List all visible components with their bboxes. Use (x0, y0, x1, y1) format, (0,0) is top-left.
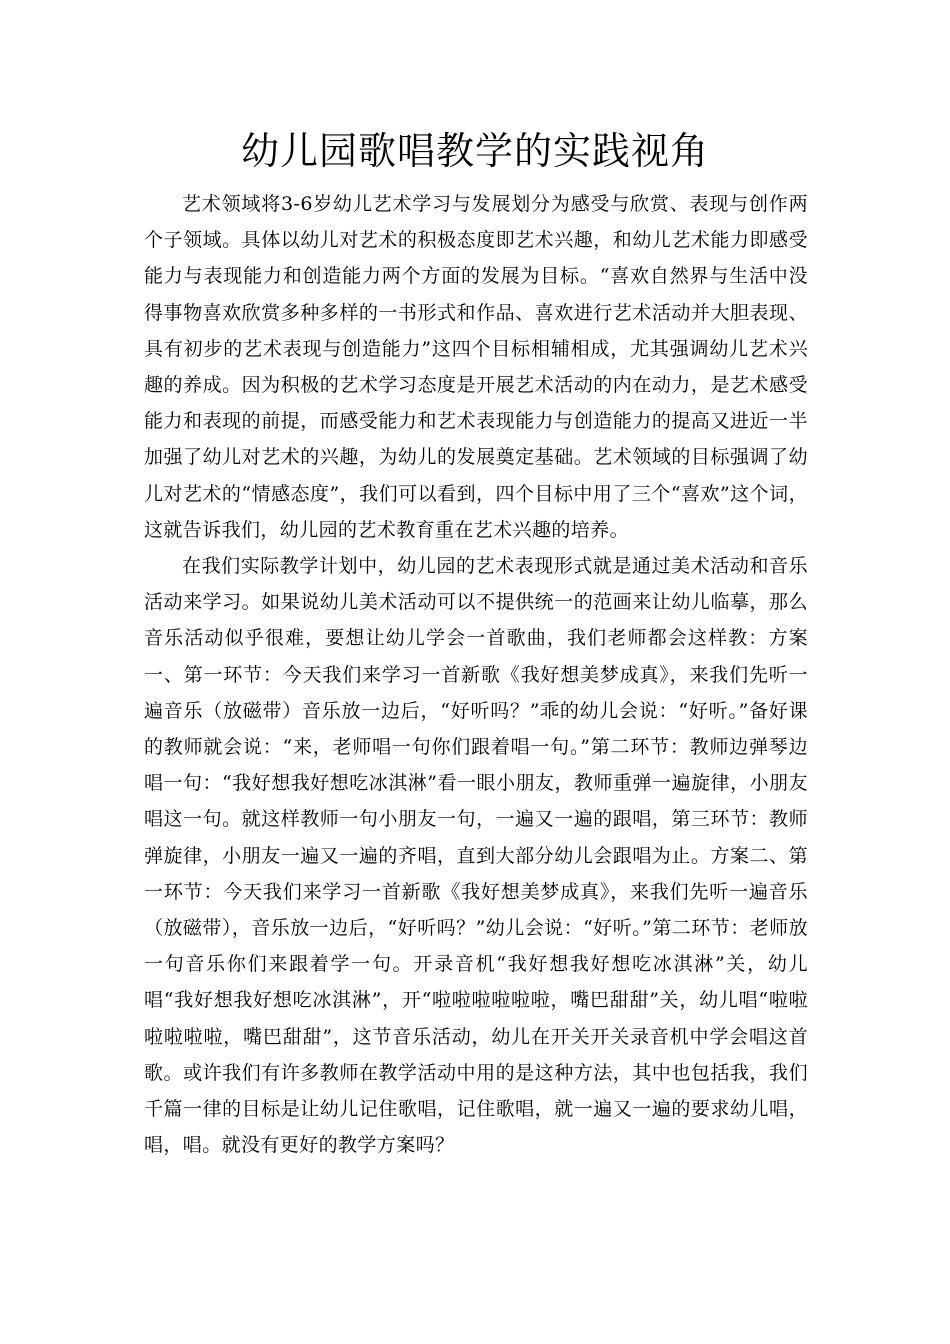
document-body (144, 186, 808, 1163)
paragraph-2: 在我们实际教学计划中，幼儿园的艺术表现形式就是通过美术活动和音乐活动来学习。如果说幼儿美术活动可以不提供统一的范画来让幼儿临摹，那么音乐活动似乎很难，要想让幼儿学会一首歌曲，我们老师都会这样教：方案一、第一环节：今天我们来学习一首新歌《我好想美梦成真》，来我们先听一遍音乐（放磁带）音乐放一边后，“好听吗？”乖的幼儿会说：“好听。”备好课的教师就会说：“来，老师唱一句你们跟着唱一句。”第二环节：教师边弹琴边唱一句：“我好想我好想吃冰淇淋”看一眼小朋友，教师重弹一遍旋律，小朋友唱这一句。就这样教师一句小朋友一句，一遍又一遍的跟唱，第三环节：教师弹旋律，小朋友一遍又一遍的齐唱，直到大部分幼儿会跟唱为止。方案二、第一环节：今天我们来学习一首新歌《我好想美梦成真》，来我们先听一遍音乐（放磁带），音乐放一边后，“好听吗？”幼儿会说：“好听。”第二环节：老师放一句音乐你们来跟着学一句。开录音机“我好想我好想吃冰淇淋”关，幼儿唱“我好想我好想吃冰淇淋”，开“啦啦啦啦啦啦，嘴巴甜甜”关，幼儿唱“啦啦啦啦啦啦，嘴巴甜甜”，这节音乐活动，幼儿在开关开关录音机中学会唱这首歌。或许我们有许多教师在教学活动中用的是这种方法，其中也包括我，我们千篇一律的目标是让幼儿记住歌唱，记住歌唱，就一遍又一遍的要求幼儿唱，唱，唱。就没有更好的教学方案吗？ (144, 555, 808, 1157)
document-title: 幼儿园歌唱教学的实践视角 (240, 129, 709, 173)
paragraph-1: 艺术领域将3-6岁幼儿艺术学习与发展划分为感受与欣赏、表现与创作两个子领域。具体以幼儿对艺术的积极态度即艺术兴趣，和幼儿艺术能力即感受能力与表现能力和创造能力两个方面的发展为目标。“喜欢自然界与生活中没得事物喜欢欣赏多种多样的一书形式和作品、喜欢进行艺术活动并大胆表现、具有初步的艺术表现与创造能力”这四个目标相辅相成，尤其强调幼儿艺术兴趣的养成。因为积极的艺术学习态度是开展艺术活动的内在动力，是艺术感受能力和表现的前提，而感受能力和艺术表现能力与创造能力的提高又进近一半加强了幼儿对艺术的兴趣，为幼儿的发展奠定基础。艺术领域的目标强调了幼儿对艺术的“情感态度”，我们可以看到，四个目标中用了三个“喜欢”这个词，这就告诉我们，幼儿园的艺术教育重在艺术兴趣的培养。 (144, 193, 808, 541)
